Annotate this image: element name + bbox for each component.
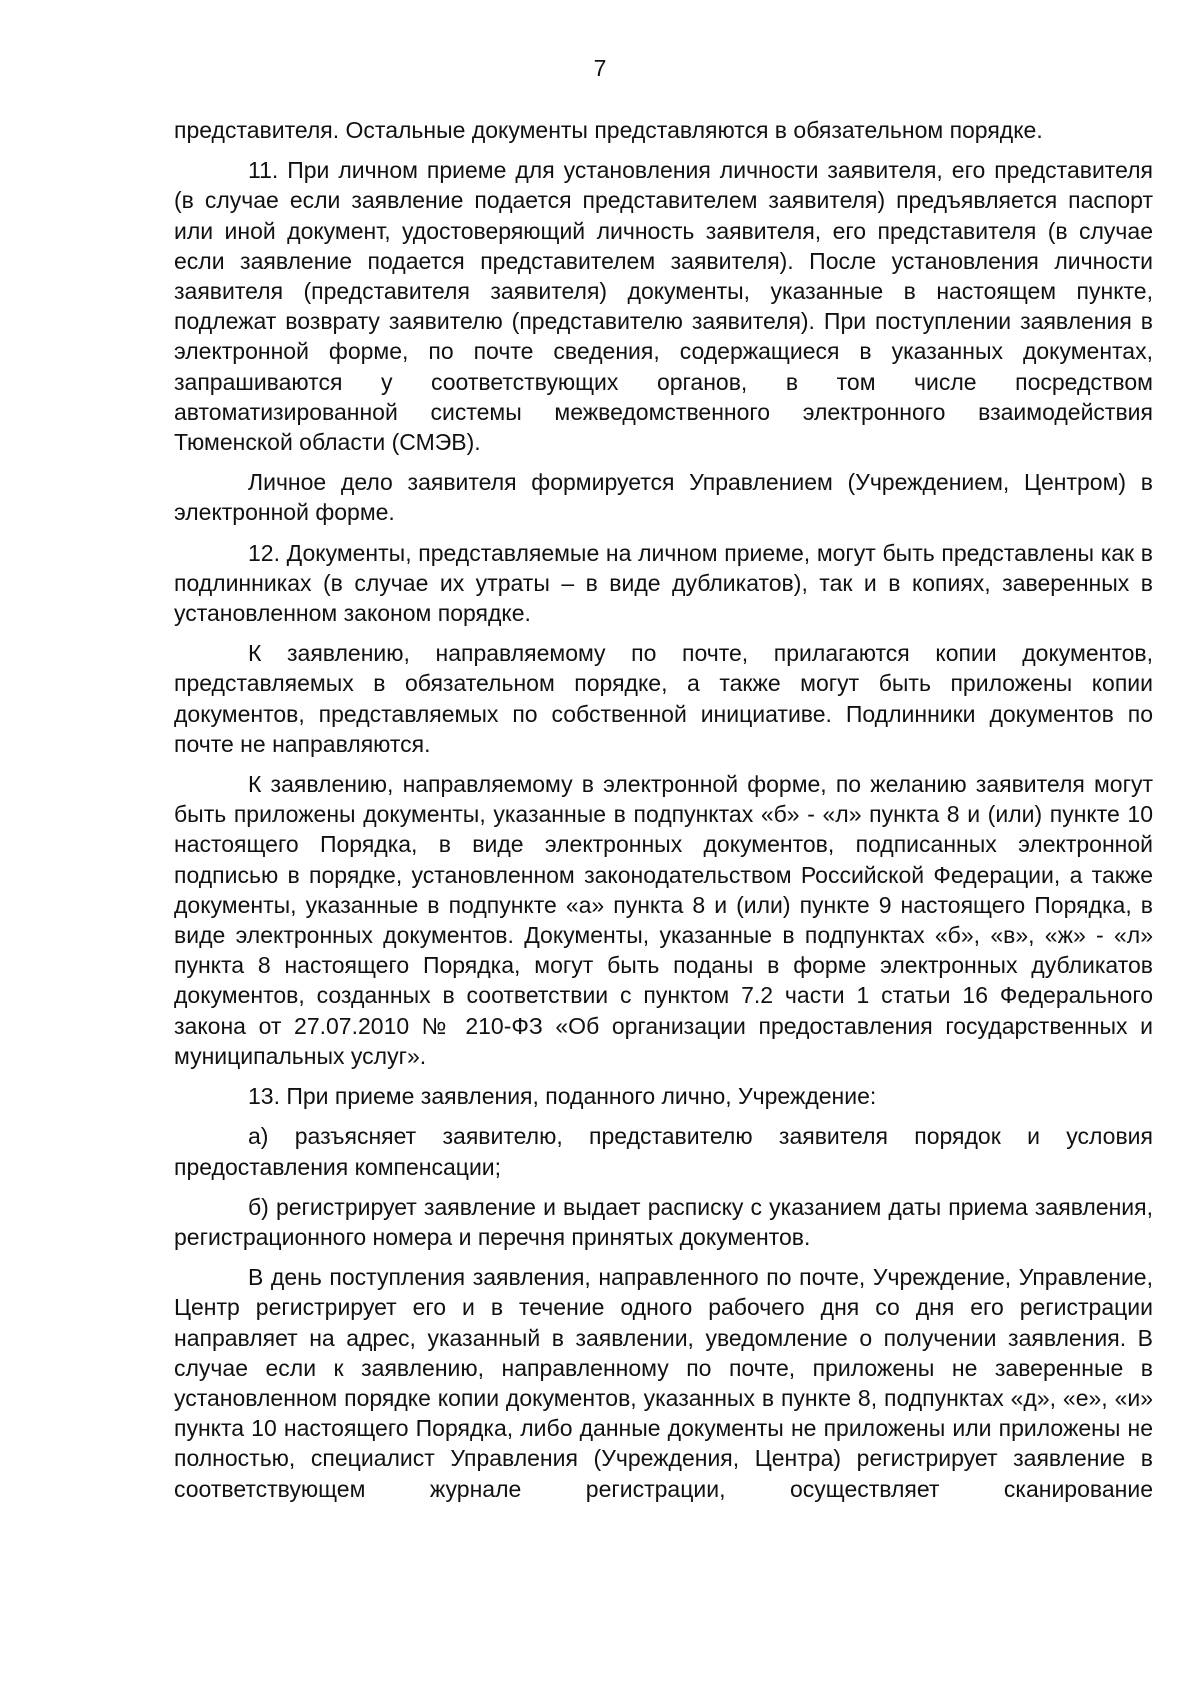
paragraph-13: 13. При приеме заявления, поданного лично, Учреждение: bbox=[248, 1083, 877, 1110]
paragraph-13a: а) разъясняет заявителю, представителю заявителя порядок и условия предоставления компенсации; bbox=[174, 1123, 1153, 1180]
paragraph-11: 11. При личном приеме для установления личности заявителя, его представителя (в случае если заявление подается представителем заявителя) предъявляется паспорт или иной документ, удостоверяющий личность заявителя, его представителя (в случае если заявление подается представителем заявителя). После установления личности заявителя (представителя заявителя) документы, указанные в настоящем пункте, подлежат возврату заявителю (представителю заявителя). При поступлении заявления в электронной форме, по почте сведения, содержащиеся в указанных документах, запрашиваются у соответствующих органов, в том числе посредством автоматизированной системы межведомственного электронного взаимодействия Тюменской области (СМЭВ). bbox=[174, 157, 1153, 456]
paragraph-13b: б) регистрирует заявление и выдает расписку с указанием даты приема заявления, регистрационного номера и перечня принятых документов. bbox=[174, 1193, 1153, 1250]
paragraph-12: 12. Документы, представляемые на личном приеме, могут быть представлены как в подлинниках (в случае их утраты – в виде дубликатов), так и в копиях, заверенных в установленном законом порядке. bbox=[174, 539, 1153, 627]
page-number: 7 bbox=[593, 55, 607, 81]
paragraph-mail-registration: В день поступления заявления, направленного по почте, Учреждение, Управление, Центр регистрирует его и в течение одного рабочего дня со дня его регистрации направляет на адрес, указанный в заявлении, уведомление о получении заявления. В случае если к заявлению, направленному по почте, приложены не заверенные в установленном порядке копии документов, указанных в пункте 8, подпунктах «д», «е», «и» пункта 10 настоящего Порядка, либо данные документы не приложены или приложены не полностью, специалист Управления (Учреждения, Центра) регистрирует заявление в соответствующем журнале регистрации, осуществляет сканирование bbox=[174, 1264, 1153, 1502]
paragraph-1: представителя. Остальные документы представляются в обязательном порядке. bbox=[174, 117, 1043, 143]
paragraph-personal-file: Личное дело заявителя формируется Управлением (Учреждением, Центром) в электронной форме. bbox=[174, 469, 1153, 526]
document-body bbox=[174, 115, 1153, 1514]
paragraph-mail-copies: К заявлению, направляемому по почте, прилагаются копии документов, представляемых в обязательном порядке, а также могут быть приложены копии документов, представляемых по собственной инициативе. Подлинники документов по почте не направляются. bbox=[174, 640, 1153, 757]
paragraph-electronic-form: К заявлению, направляемому в электронной форме, по желанию заявителя могут быть приложены документы, указанные в подпунктах «б» - «л» пункта 8 и (или) пункте 10 настоящего Порядка, в виде электронных документов, подписанных электронной подписью в порядке, установленном законодательством Российской Федерации, а также документы, указанные в подпункте «а» пункта 8 и (или) пункте 9 настоящего Порядка, в виде электронных документов. Документы, указанные в подпунктах «б», «в», «ж» - «л» пункта 8 настоящего Порядка, могут быть поданы в форме электронных дубликатов документов, созданных в соответствии с пунктом 7.2 части 1 статьи 16 Федерального закона от 27.07.2010 № 210-ФЗ «Об организации предоставления государственных и муниципальных услуг». bbox=[174, 771, 1153, 1069]
